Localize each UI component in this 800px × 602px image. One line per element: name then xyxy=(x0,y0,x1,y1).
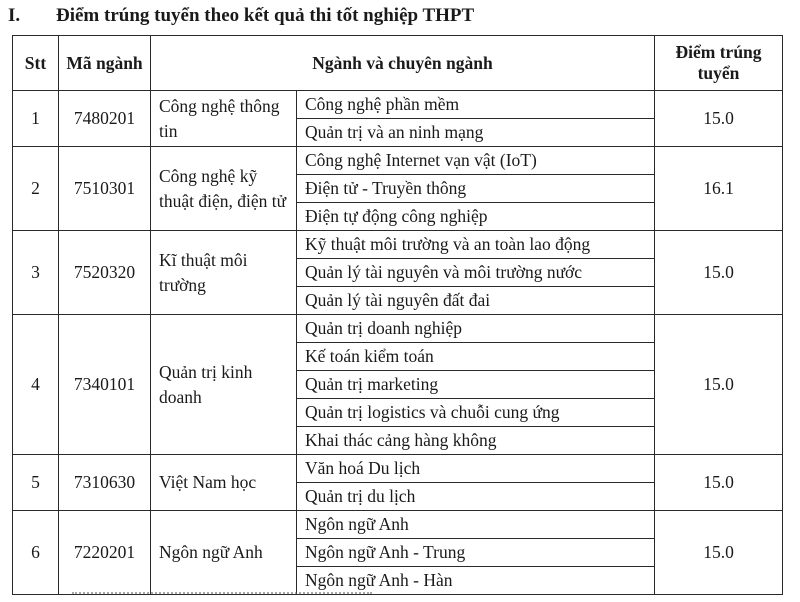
header-stt: Stt xyxy=(13,36,59,91)
admission-scores-table xyxy=(12,35,783,595)
row-specialization: Kế toán kiểm toán xyxy=(297,343,655,371)
row-major-name: Ngôn ngữ Anh xyxy=(151,511,297,595)
row-specialization: Khai thác cảng hàng không xyxy=(297,427,655,455)
row-admission-score: 15.0 xyxy=(655,231,783,315)
row-stt: 1 xyxy=(13,91,59,147)
table-row xyxy=(13,231,783,259)
section-number: I. xyxy=(8,5,21,26)
row-admission-score: 15.0 xyxy=(655,455,783,511)
row-specialization: Điện tử - Truyền thông xyxy=(297,175,655,203)
row-major-code: 7310630 xyxy=(59,455,151,511)
header-admission-score: Điểm trúng tuyển xyxy=(655,36,783,91)
row-admission-score: 15.0 xyxy=(655,511,783,595)
row-admission-score: 15.0 xyxy=(655,91,783,147)
row-specialization: Ngôn ngữ Anh - Hàn xyxy=(297,567,655,595)
row-specialization: Công nghệ Internet vạn vật (IoT) xyxy=(297,147,655,175)
row-major-name: Việt Nam học xyxy=(151,455,297,511)
row-major-code: 7220201 xyxy=(59,511,151,595)
row-major-code: 7520320 xyxy=(59,231,151,315)
row-specialization: Quản trị du lịch xyxy=(297,483,655,511)
table-header-row xyxy=(13,36,783,91)
row-specialization: Văn hoá Du lịch xyxy=(297,455,655,483)
row-stt: 5 xyxy=(13,455,59,511)
row-major-name: Công nghệ thông tin xyxy=(151,91,297,147)
table-row xyxy=(13,315,783,343)
row-stt: 6 xyxy=(13,511,59,595)
section-title: Điểm trúng tuyển theo kết quả thi tốt nghiệp THPT xyxy=(56,5,475,26)
row-specialization: Điện tự động công nghiệp xyxy=(297,203,655,231)
section-heading xyxy=(8,5,474,27)
row-specialization: Công nghệ phần mềm xyxy=(297,91,655,119)
table-body xyxy=(13,91,783,595)
row-major-name: Kĩ thuật môi trường xyxy=(151,231,297,315)
row-specialization: Ngôn ngữ Anh - Trung xyxy=(297,539,655,567)
row-major-code: 7480201 xyxy=(59,91,151,147)
row-major-code: 7510301 xyxy=(59,147,151,231)
row-stt: 3 xyxy=(13,231,59,315)
row-specialization: Quản trị và an ninh mạng xyxy=(297,119,655,147)
row-specialization: Ngôn ngữ Anh xyxy=(297,511,655,539)
header-major-and-specialization: Ngành và chuyên ngành xyxy=(151,36,655,91)
table-row xyxy=(13,147,783,175)
row-specialization: Kỹ thuật môi trường và an toàn lao động xyxy=(297,231,655,259)
row-stt: 4 xyxy=(13,315,59,455)
row-admission-score: 16.1 xyxy=(655,147,783,231)
row-specialization: Quản trị doanh nghiệp xyxy=(297,315,655,343)
row-specialization: Quản lý tài nguyên đất đai xyxy=(297,287,655,315)
row-specialization: Quản trị marketing xyxy=(297,371,655,399)
row-stt: 2 xyxy=(13,147,59,231)
table-row xyxy=(13,455,783,483)
row-specialization: Quản trị logistics và chuỗi cung ứng xyxy=(297,399,655,427)
header-major-code: Mã ngành xyxy=(59,36,151,91)
row-major-name: Công nghệ kỹ thuật điện, điện tử xyxy=(151,147,297,231)
table-row xyxy=(13,511,783,539)
row-major-name: Quản trị kinh doanh xyxy=(151,315,297,455)
row-admission-score: 15.0 xyxy=(655,315,783,455)
row-specialization: Quản lý tài nguyên và môi trường nước xyxy=(297,259,655,287)
table-row xyxy=(13,91,783,119)
row-major-code: 7340101 xyxy=(59,315,151,455)
